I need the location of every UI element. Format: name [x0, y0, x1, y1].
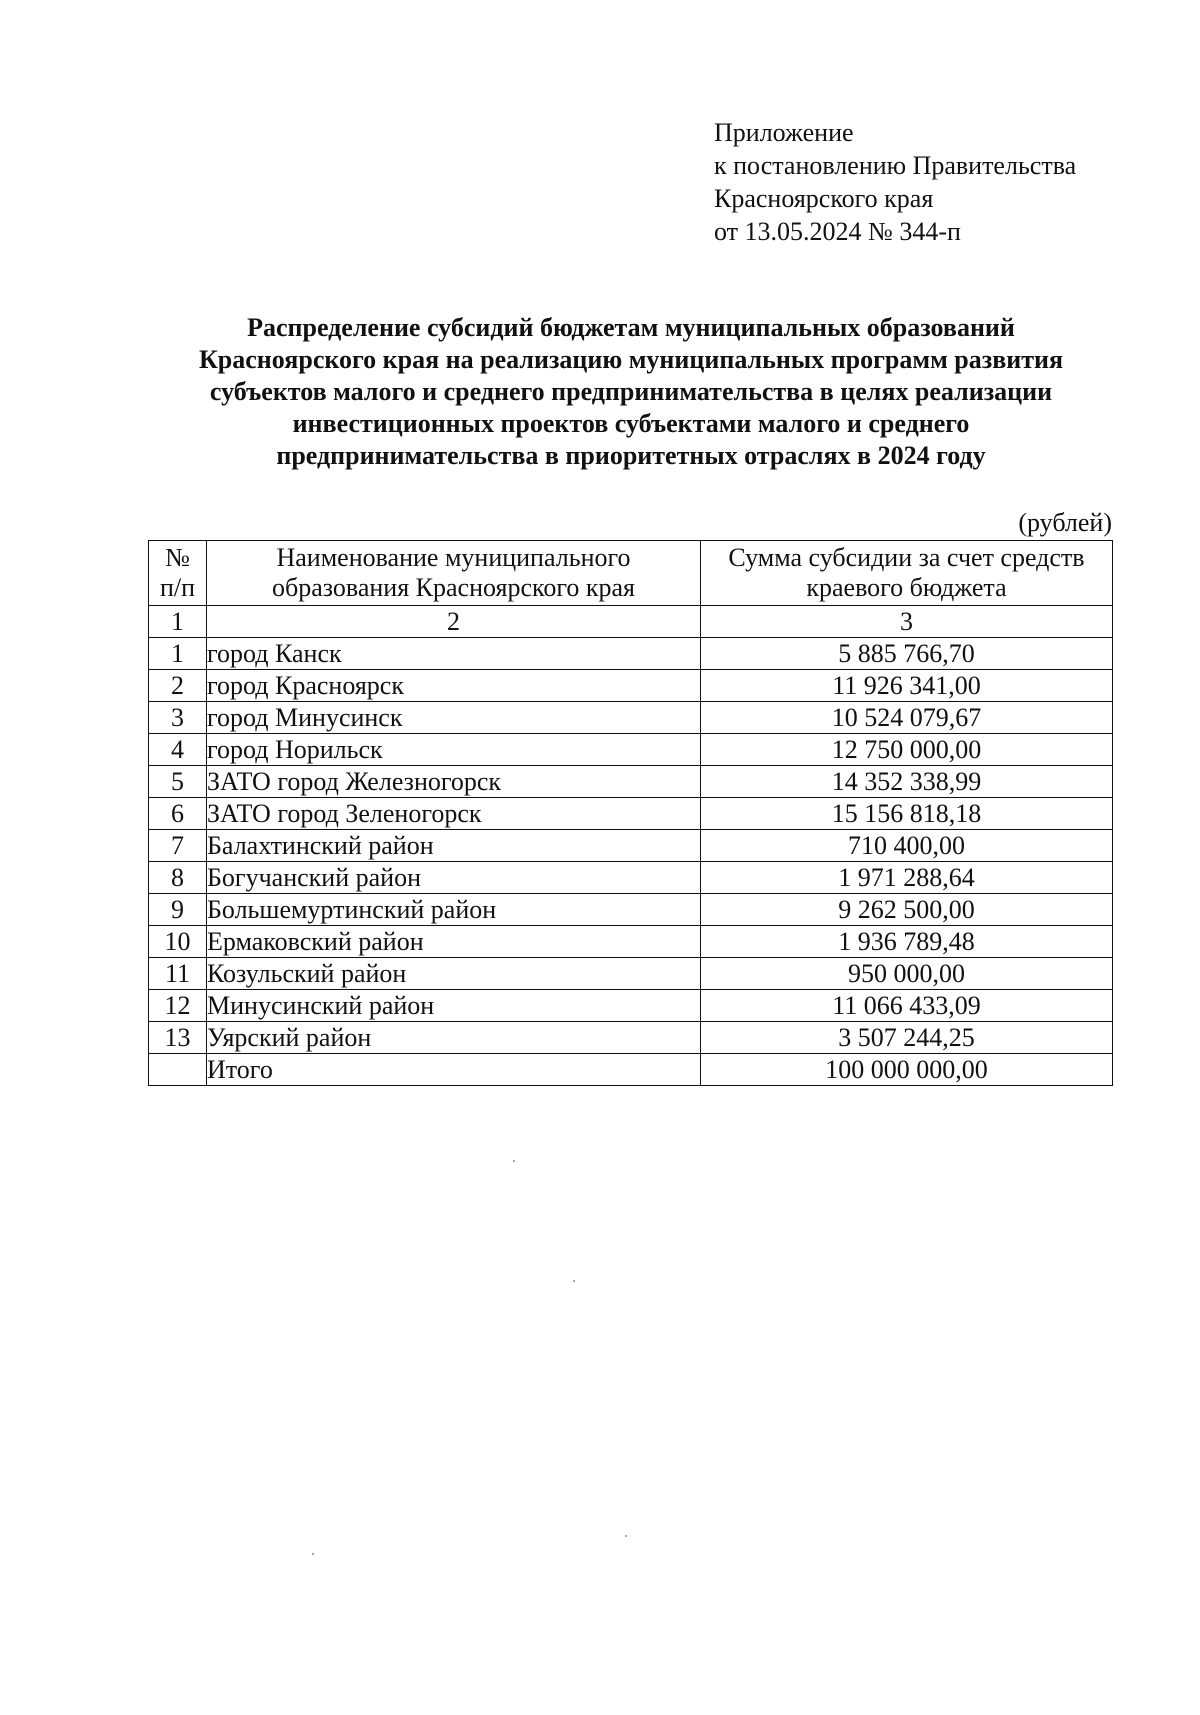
- table-row: [149, 670, 1113, 702]
- row-number: 10: [149, 926, 207, 958]
- scan-speck: [625, 1535, 627, 1537]
- row-number: 3: [149, 702, 207, 734]
- title-line-4: инвестиционных проектов субъектами малого и среднего: [292, 409, 970, 438]
- total-label: Итого: [207, 1054, 701, 1086]
- column-number-3: 3: [701, 606, 1113, 638]
- appendix-line-1: Приложение: [714, 118, 854, 147]
- row-number: 7: [149, 830, 207, 862]
- header-no: [149, 541, 207, 606]
- row-number: 12: [149, 990, 207, 1022]
- municipality-name: ЗАТО город Зеленогорск: [207, 798, 701, 830]
- row-number: 9: [149, 894, 207, 926]
- table-row: [149, 958, 1113, 990]
- row-number: 13: [149, 1022, 207, 1054]
- header-name-line-2: образования Красноярского края: [272, 573, 635, 602]
- table-row: [149, 766, 1113, 798]
- appendix-block: [714, 116, 1076, 248]
- total-amount: 100 000 000,00: [701, 1054, 1113, 1086]
- table-row: [149, 926, 1113, 958]
- subsidy-amount: 9 262 500,00: [701, 894, 1113, 926]
- table-row: [149, 702, 1113, 734]
- header-no-line-2: п/п: [159, 573, 196, 602]
- municipality-name: город Норильск: [207, 734, 701, 766]
- municipality-name: Уярский район: [207, 1022, 701, 1054]
- table-row: [149, 734, 1113, 766]
- municipality-name: Ермаковский район: [207, 926, 701, 958]
- appendix-line-2: к постановлению Правительства: [714, 151, 1077, 180]
- municipality-name: Минусинский район: [207, 990, 701, 1022]
- subsidy-amount: 5 885 766,70: [701, 638, 1113, 670]
- document-title: [148, 312, 1114, 472]
- column-number-row: [149, 606, 1113, 638]
- header-name: [207, 541, 701, 606]
- subsidy-amount: 1 936 789,48: [701, 926, 1113, 958]
- column-number-2: 2: [207, 606, 701, 638]
- row-number: 8: [149, 862, 207, 894]
- table-row: [149, 894, 1113, 926]
- table-row: [149, 1022, 1113, 1054]
- row-number: 2: [149, 670, 207, 702]
- table-row: [149, 830, 1113, 862]
- scan-speck: [513, 1160, 515, 1162]
- scan-speck: [573, 1280, 575, 1282]
- row-number: 6: [149, 798, 207, 830]
- subsidy-amount: 15 156 818,18: [701, 798, 1113, 830]
- header-sum-line-1: Сумма субсидии за счет средств: [728, 543, 1085, 572]
- appendix-line-4: от 13.05.2024 № 344-п: [714, 217, 961, 246]
- header-sum-line-2: краевого бюджета: [806, 573, 1007, 602]
- scan-speck: [312, 1553, 314, 1555]
- row-number: 5: [149, 766, 207, 798]
- subsidy-amount: 11 926 341,00: [701, 670, 1113, 702]
- row-number: 11: [149, 958, 207, 990]
- title-line-2: Красноярского края на реализацию муниципальных программ развития: [198, 345, 1064, 374]
- table-row: [149, 798, 1113, 830]
- municipality-name: Балахтинский район: [207, 830, 701, 862]
- municipality-name: Большемуртинский район: [207, 894, 701, 926]
- subsidy-amount: 710 400,00: [701, 830, 1113, 862]
- municipality-name: город Канск: [207, 638, 701, 670]
- units-label: (рублей): [1018, 508, 1112, 537]
- total-row: [149, 1054, 1113, 1086]
- appendix-line-3: Красноярского края: [714, 184, 934, 213]
- table-header-row: [149, 541, 1113, 606]
- subsidy-amount: 1 971 288,64: [701, 862, 1113, 894]
- subsidy-amount: 14 352 338,99: [701, 766, 1113, 798]
- column-number-1: 1: [149, 606, 207, 638]
- table-body: [149, 541, 1113, 1086]
- row-number: 1: [149, 638, 207, 670]
- title-line-5: предпринимательства в приоритетных отраслях в 2024 году: [276, 441, 986, 470]
- header-sum: [701, 541, 1113, 606]
- header-no-line-1: №: [165, 543, 190, 572]
- subsidy-amount: 11 066 433,09: [701, 990, 1113, 1022]
- municipality-name: Козульский район: [207, 958, 701, 990]
- municipality-name: город Минусинск: [207, 702, 701, 734]
- subsidy-amount: 10 524 079,67: [701, 702, 1113, 734]
- subsidy-amount: 12 750 000,00: [701, 734, 1113, 766]
- title-line-3: субъектов малого и среднего предпринимательства в целях реализации: [209, 377, 1053, 406]
- table-row: [149, 638, 1113, 670]
- title-line-1: Распределение субсидий бюджетам муниципальных образований: [247, 313, 1015, 342]
- municipality-name: ЗАТО город Железногорск: [207, 766, 701, 798]
- table-row: [149, 862, 1113, 894]
- subsidy-amount: 950 000,00: [701, 958, 1113, 990]
- total-number: [149, 1054, 207, 1086]
- municipality-name: город Красноярск: [207, 670, 701, 702]
- subsidy-table: [148, 540, 1113, 1086]
- table-row: [149, 990, 1113, 1022]
- row-number: 4: [149, 734, 207, 766]
- header-name-line-1: Наименование муниципального: [276, 543, 631, 572]
- subsidy-amount: 3 507 244,25: [701, 1022, 1113, 1054]
- municipality-name: Богучанский район: [207, 862, 701, 894]
